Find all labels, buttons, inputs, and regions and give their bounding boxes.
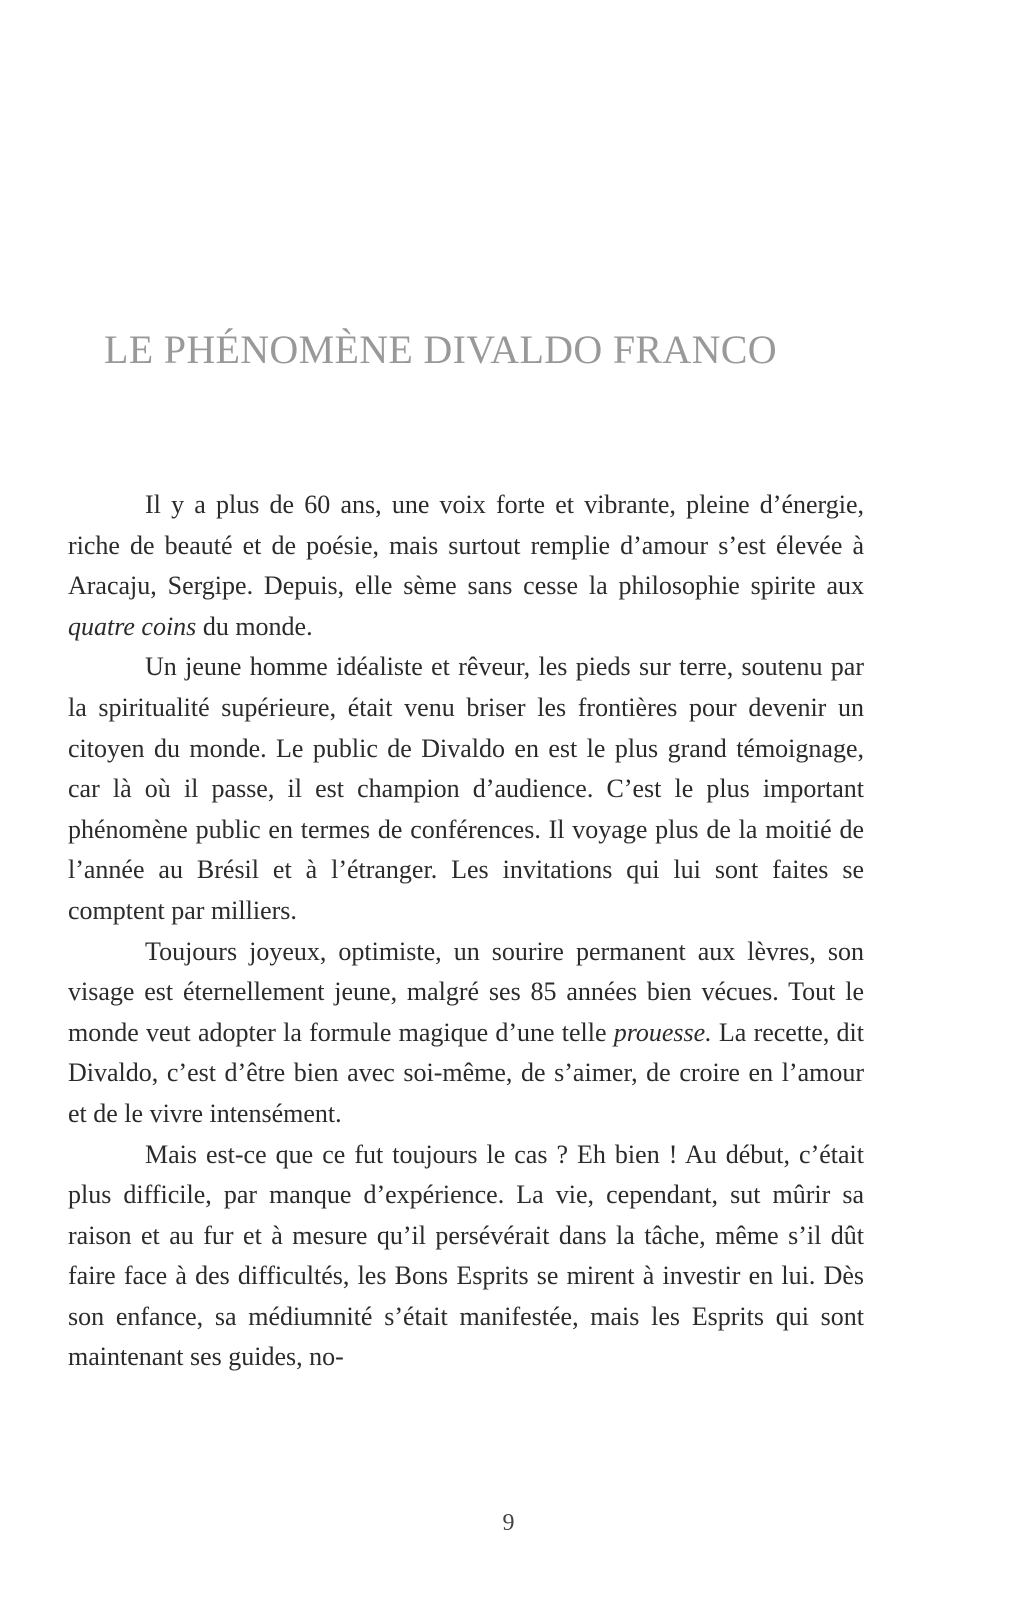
chapter-body — [68, 485, 864, 1378]
paragraph-text: Il y a plus de 60 ans, une voix forte et vibrante, pleine d’énergie, riche de beauté et de poésie, mais surtout remplie d’amour s’est élevée à Aracaju, Sergipe. Depuis, elle sème sans cesse la philosophie spirite aux — [68, 490, 864, 601]
paragraph — [68, 647, 864, 931]
paragraph-text: du monde. — [196, 611, 313, 641]
italic-text: quatre coins — [68, 611, 197, 641]
paragraph-text: La recette, dit Divaldo, c’est d’être bien avec soi-même, de s’aimer, de croire en l’amour et de le vivre intensément. — [68, 1017, 864, 1128]
paragraph — [68, 932, 864, 1135]
paragraph-text: Un jeune homme idéaliste et rêveur, les pieds sur terre, soutenu par la spiritualité supérieure, était venu briser les frontières pour devenir un citoyen du monde. Le public de Divaldo en est le plus grand témoignage, car là où il passe, il est champion d’audience. C’est le plus important phénomène public en termes de conférences. Il voyage plus de la moitié de l’année au Brésil et à l’étranger. Les invitations qui lui sont faites se comptent par milliers. — [68, 652, 864, 925]
italic-text: prouesse. — [613, 1017, 712, 1047]
chapter-title: LE PHÉNOMÈNE DIVALDO FRANCO — [104, 327, 777, 372]
paragraph — [68, 1135, 864, 1379]
paragraph — [68, 485, 864, 647]
paragraph-text: Toujours joyeux, optimiste, un sourire permanent aux lèvres, son visage est éternellement jeune, malgré ses 85 années bien vécues. Tout le monde veut adopter la formule magique d’une telle — [68, 936, 864, 1047]
paragraph-text: Mais est-ce que ce fut toujours le cas ? Eh bien ! Au début, c’était plus difficile, par manque d’expérience. La vie, cependant, sut mûrir sa raison et au fur et à mesure qu’il persévérait dans la tâche, même s’il dût faire face à des difficultés, les Bons Esprits se mirent à investir en lui. Dès son enfance, sa médiumnité s’était manifestée, mais les Esprits qui sont maintenant ses guides, no- — [68, 1139, 864, 1372]
page-number: 9 — [502, 1510, 515, 1536]
